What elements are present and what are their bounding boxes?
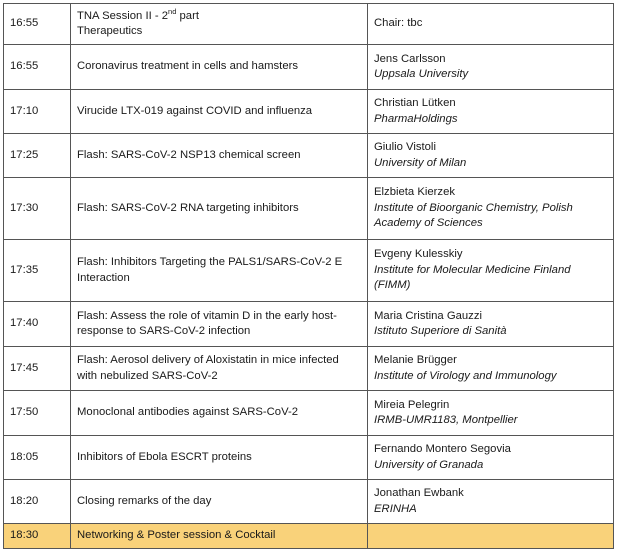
time-cell: 17:40: [4, 302, 71, 347]
speaker-name: Maria Cristina Gauzzi: [374, 309, 482, 322]
speaker-name: Elzbieta Kierzek: [374, 186, 455, 199]
table-row: [4, 302, 614, 347]
talk-title-cell: Flash: Assess the role of vitamin D in the early host-response to SARS-CoV-2 infection: [71, 302, 368, 347]
time-cell: 17:35: [4, 240, 71, 302]
speaker-cell: [368, 178, 614, 240]
time-cell: 16:55: [4, 4, 71, 45]
talk-title-cell: Flash: Inhibitors Targeting the PALS1/SARS-CoV-2 E Interaction: [71, 240, 368, 302]
session-title-line2: Therapeutics: [77, 25, 143, 37]
speaker-name: Jonathan Ewbank: [374, 487, 464, 499]
time-cell: 16:55: [4, 45, 71, 90]
table-row: [4, 240, 614, 302]
talk-title-cell: Flash: SARS-CoV-2 NSP13 chemical screen: [71, 134, 368, 178]
time-cell: 18:05: [4, 436, 71, 480]
chair-cell: Chair: tbc: [368, 4, 614, 45]
table-row: [4, 347, 614, 391]
speaker-affiliation: Institute of Bioorganic Chemistry, Polish Academy of Sciences: [374, 201, 573, 230]
table-row-highlight: [4, 524, 614, 549]
speaker-affiliation: University of Granada: [374, 458, 484, 471]
speaker-name: Giulio Vistoli: [374, 141, 436, 153]
speaker-cell: [368, 134, 614, 178]
speaker-cell: [368, 391, 614, 436]
speaker-name: Melanie Brügger: [374, 354, 457, 366]
table-row: [4, 134, 614, 178]
talk-title-cell: Monoclonal antibodies against SARS-CoV-2: [71, 391, 368, 436]
speaker-cell: [368, 347, 614, 391]
speaker-name: Christian Lütken: [374, 97, 456, 109]
session-title-line1: TNA Session II - 2nd part: [77, 6, 199, 22]
talk-title-cell: Flash: Aerosol delivery of Aloxistatin in mice infected with nebulized SARS-CoV-2: [71, 347, 368, 391]
time-cell: 17:10: [4, 90, 71, 134]
table-row: [4, 4, 614, 45]
time-cell: 17:25: [4, 134, 71, 178]
time-cell: 17:45: [4, 347, 71, 391]
speaker-name: Mireia Pelegrin: [374, 398, 450, 411]
speaker-cell: [368, 436, 614, 480]
speaker-name: Fernando Montero Segovia: [374, 443, 511, 455]
talk-title-cell: Coronavirus treatment in cells and hamsters: [71, 45, 368, 90]
speaker-cell: [368, 240, 614, 302]
speaker-cell: [368, 302, 614, 347]
talk-title-cell: Closing remarks of the day: [71, 480, 368, 524]
speaker-affiliation: Istituto Superiore di Sanità: [374, 325, 507, 337]
speaker-affiliation: Institute for Molecular Medicine Finland (FIMM): [374, 263, 571, 292]
talk-title-cell: Flash: SARS-CoV-2 RNA targeting inhibitors: [71, 178, 368, 240]
table-row: [4, 178, 614, 240]
talk-title-cell: Inhibitors of Ebola ESCRT proteins: [71, 436, 368, 480]
speaker-cell: [368, 480, 614, 524]
table-row: [4, 90, 614, 134]
speaker-affiliation: University of Milan: [374, 156, 467, 169]
speaker-affiliation: ERINHA: [374, 502, 417, 515]
speaker-name: Evgeny Kulesskiy: [374, 248, 463, 261]
time-cell: 17:30: [4, 178, 71, 240]
speaker-affiliation: Institute of Virology and Immunology: [374, 369, 557, 382]
session-title-cell: [71, 4, 368, 45]
schedule-table: [3, 3, 614, 549]
time-cell: 17:50: [4, 391, 71, 436]
speaker-name: Jens Carlsson: [374, 52, 446, 65]
speaker-affiliation: IRMB-UMR1183, Montpellier: [374, 414, 518, 426]
speaker-cell: [368, 45, 614, 90]
table-row: [4, 480, 614, 524]
speaker-affiliation: PharmaHoldings: [374, 112, 458, 125]
speaker-cell: [368, 524, 614, 549]
talk-title-cell: Virucide LTX-019 against COVID and influenza: [71, 90, 368, 134]
table-row: [4, 391, 614, 436]
speaker-affiliation: Uppsala University: [374, 68, 469, 80]
time-cell: 18:30: [4, 524, 71, 549]
talk-title-cell: Networking & Poster session & Cocktail: [71, 524, 368, 549]
table-row: [4, 436, 614, 480]
time-cell: 18:20: [4, 480, 71, 524]
speaker-cell: [368, 90, 614, 134]
table-row: [4, 45, 614, 90]
